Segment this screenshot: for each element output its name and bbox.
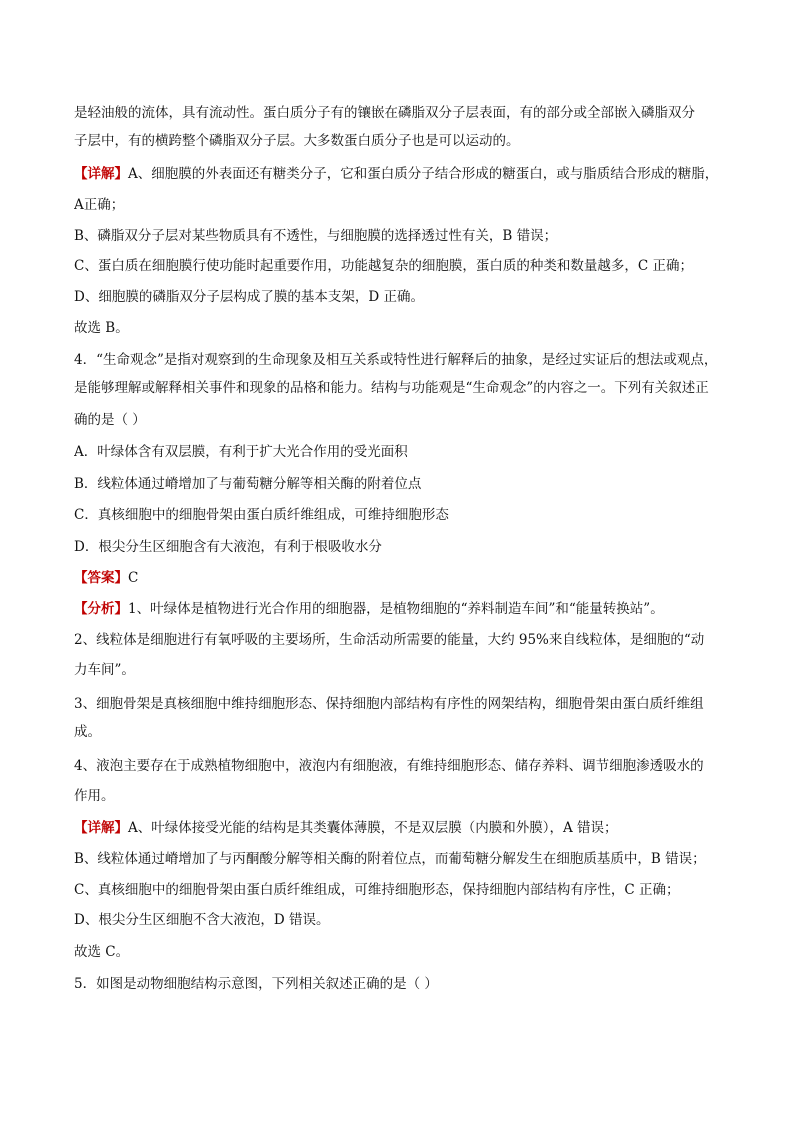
line-text: D．根尖分生区细胞含有大液泡，有利于根吸收水分 bbox=[74, 539, 382, 555]
line-text: 1、叶绿体是植物进行光合作用的细胞器，是植物细胞的“养料制造车间”和“能量转换站”。 bbox=[128, 601, 664, 617]
section-tag: 【分析】 bbox=[74, 601, 128, 617]
line-text: 故选 B。 bbox=[74, 320, 129, 336]
line-text: 故选 C。 bbox=[74, 944, 130, 960]
text-line bbox=[74, 103, 734, 123]
text-line bbox=[74, 256, 734, 276]
line-text: D、根尖分生区细胞不含大液泡，D 错误。 bbox=[74, 912, 330, 928]
line-text: D、细胞膜的磷脂双分子层构成了膜的基本支架，D 正确。 bbox=[74, 289, 424, 305]
line-text: A正确； bbox=[74, 197, 125, 213]
line-text: A、叶绿体接受光能的结构是其类囊体薄膜，不是双层膜（内膜和外膜），A 错误； bbox=[128, 820, 618, 836]
line-text: 4．“生命观念”是指对观察到的生命现象及相互关系或特性进行解释后的抽象，是经过实证后的想法或观点， bbox=[74, 352, 718, 368]
line-text: 子层中，有的横跨整个磷脂双分子层。大多数蛋白质分子也是可以运动的。 bbox=[74, 133, 520, 149]
line-text: 5．如图是动物细胞结构示意图，下列相关叙述正确的是（ ） bbox=[74, 976, 438, 992]
text-line bbox=[74, 722, 734, 742]
line-text: 4、液泡主要存在于成熟植物细胞中，液泡内有细胞液，有维持细胞形态、储存养料、调节细胞渗透吸水的 bbox=[74, 758, 704, 774]
text-line bbox=[74, 474, 734, 494]
text-line bbox=[74, 880, 734, 900]
line-text: 力车间”。 bbox=[74, 662, 135, 678]
line-text: 确的是（ ） bbox=[74, 412, 146, 428]
section-tag: 【答案】 bbox=[74, 570, 128, 586]
section-tag: 【详解】 bbox=[74, 820, 128, 836]
line-text: 是轻油般的流体，具有流动性。蛋白质分子有的镶嵌在磷脂双分子层表面，有的部分或全部嵌入磷脂双分 bbox=[74, 105, 695, 121]
text-line bbox=[74, 442, 734, 462]
text-line bbox=[74, 131, 734, 151]
text-line bbox=[74, 756, 734, 776]
text-line bbox=[74, 910, 734, 930]
text-line bbox=[74, 318, 734, 338]
line-text: 2、线粒体是细胞进行有氧呼吸的主要场所，生命活动所需要的能量，大约 95%来自线粒体，是细胞的“动 bbox=[74, 632, 705, 648]
text-line bbox=[74, 568, 734, 588]
line-text: 3、细胞骨架是真核细胞中维持细胞形态、保持细胞内部结构有序性的网架结构，细胞骨架由蛋白质纤维组 bbox=[74, 696, 704, 712]
line-text: B、磷脂双分子层对某些物质具有不透性，与细胞膜的选择透过性有关，B 错误； bbox=[74, 228, 558, 244]
text-line bbox=[74, 818, 734, 838]
line-text: C、蛋白质在细胞膜行使功能时起重要作用，功能越复杂的细胞膜，蛋白质的种类和数量越多，C 正确； bbox=[74, 258, 693, 274]
line-text: C bbox=[128, 570, 139, 586]
text-line bbox=[74, 195, 734, 215]
line-text: C、真核细胞中的细胞骨架由蛋白质纤维组成，可维持细胞形态，保持细胞内部结构有序性，C 正确； bbox=[74, 882, 680, 898]
text-line bbox=[74, 164, 734, 184]
text-line bbox=[74, 537, 734, 557]
text-line bbox=[74, 350, 734, 370]
text-line bbox=[74, 630, 734, 650]
line-text: 是能够理解或解释相关事件和现象的品格和能力。结构与功能观是“生命观念”的内容之一。下列有关叙述正 bbox=[74, 380, 709, 396]
text-line bbox=[74, 849, 734, 869]
text-line bbox=[74, 786, 734, 806]
text-line bbox=[74, 505, 734, 525]
text-line bbox=[74, 942, 734, 962]
line-text: A、细胞膜的外表面还有糖类分子，它和蛋白质分子结合形成的糖蛋白，或与脂质结合形成的糖脂， bbox=[128, 166, 719, 182]
section-tag: 【详解】 bbox=[74, 166, 128, 182]
text-line bbox=[74, 378, 734, 398]
line-text: 成。 bbox=[74, 724, 101, 740]
text-line bbox=[74, 974, 734, 994]
line-text: B．线粒体通过嵴增加了与葡萄糖分解等相关酶的附着位点 bbox=[74, 476, 422, 492]
text-line bbox=[74, 694, 734, 714]
text-line bbox=[74, 287, 734, 307]
line-text: 作用。 bbox=[74, 788, 115, 804]
text-line bbox=[74, 660, 734, 680]
text-line bbox=[74, 599, 734, 619]
text-line bbox=[74, 226, 734, 246]
line-text: B、线粒体通过嵴增加了与丙酮酸分解等相关酶的附着位点，而葡萄糖分解发生在细胞质基质中，B 错误； bbox=[74, 851, 706, 867]
line-text: A．叶绿体含有双层膜，有利于扩大光合作用的受光面积 bbox=[74, 444, 408, 460]
line-text: C．真核细胞中的细胞骨架由蛋白质纤维组成，可维持细胞形态 bbox=[74, 507, 449, 523]
text-line bbox=[74, 410, 734, 430]
